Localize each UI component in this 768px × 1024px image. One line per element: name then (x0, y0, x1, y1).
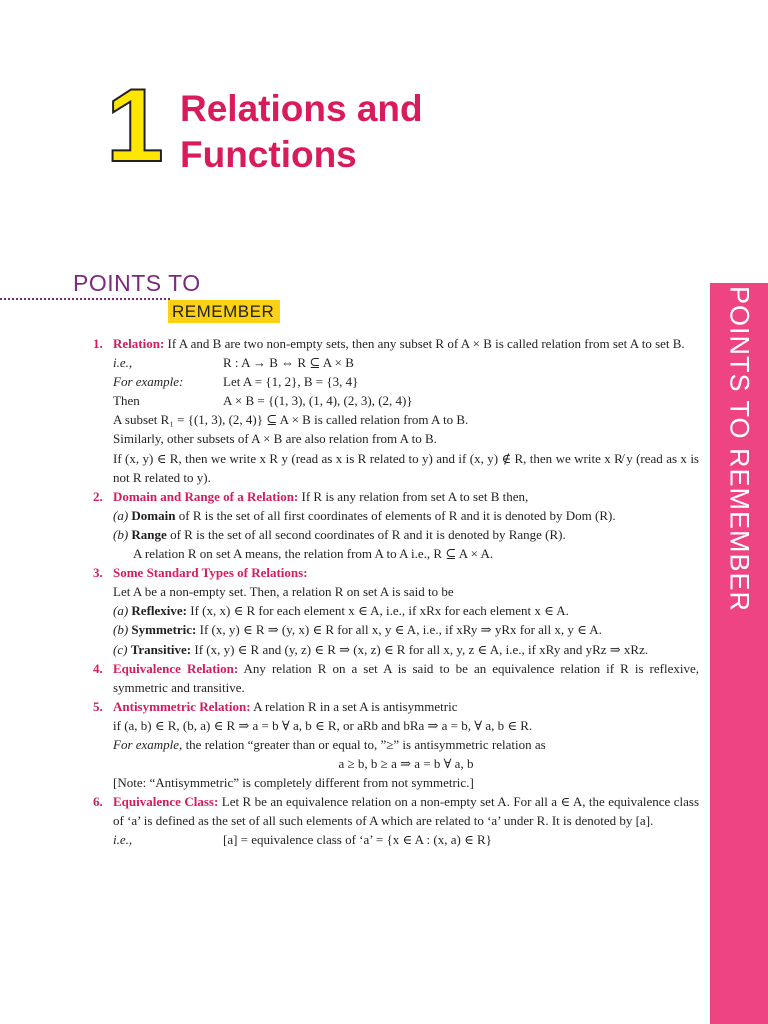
antisymmetric-formula: a ≥ b, b ≥ a ⇒ a = b ∀ a, b (338, 756, 474, 772)
point-4 (93, 659, 699, 697)
example-row (113, 372, 699, 391)
section-heading-line1: POINTS TO (73, 270, 201, 296)
section-heading-divider (0, 298, 170, 300)
sub-label: (a) (113, 603, 129, 619)
ie-label: i.e., (113, 832, 133, 848)
ie-value: [a] = equivalence class of ‘a’ = {x ∈ A : (x, a) ∈ R} (223, 832, 492, 848)
point-heading: Equivalence Relation: (113, 660, 239, 676)
ie-label: i.e., (113, 355, 133, 371)
point-2-intro (113, 487, 699, 506)
point-number: 2. (93, 488, 103, 504)
point-1-intro (113, 334, 699, 353)
point-heading: Some Standard Types of Relations: (113, 565, 308, 581)
point-5 (93, 697, 699, 792)
types-intro: Let A be a non-empty set. Then, a relation R on set A is said to be (113, 584, 454, 600)
term: Reflexive: (131, 603, 188, 619)
definition: If (x, x) ∈ R for each element x ∈ A, i.e., if xRx for each element x ∈ A. (190, 603, 569, 619)
point-4-text (113, 659, 699, 697)
ie-value: R : A → B ⇔ R ⊆ A × B (223, 355, 354, 371)
definition: of R is the set of all second coordinates of R and it is denoted by Range (R). (170, 526, 566, 542)
point-6 (93, 792, 699, 849)
range-line (113, 525, 699, 544)
sub-label: (b) (113, 622, 129, 638)
point-number: 5. (93, 698, 103, 714)
definition: If (x, y) ∈ R and (y, z) ∈ R ⇒ (x, z) ∈ R for all x, y, z ∈ A, i.e., if xRy and yRz ⇒ xRz. (194, 641, 649, 657)
point-text: A relation R in a set A is antisymmetric (253, 698, 458, 714)
notation-line: If (x, y) ∈ R, then we write x R y (read as x is R related to y) and if (x, y) ∉ R, then we write x R̸ y (read as x is not R related to y). (113, 450, 699, 485)
term: Transitive: (130, 641, 192, 657)
antisymmetric-example (113, 735, 699, 754)
example-text: the relation “greater than or equal to, ”≥” is antisymmetric relation as (185, 736, 546, 752)
similar-line: Similarly, other subsets of A × B are also relation from A to B. (113, 431, 437, 447)
point-number: 3. (93, 565, 103, 581)
term: Symmetric: (131, 622, 197, 638)
ie-row (113, 830, 699, 849)
point-number: 4. (93, 660, 103, 676)
sub-label: (b) (113, 526, 129, 542)
symmetric-line (113, 620, 699, 639)
point-number: 1. (93, 336, 103, 351)
term: Domain (131, 507, 176, 523)
point-2 (93, 487, 699, 563)
transitive-line (113, 640, 699, 659)
definition: of R is the set of all first coordinates of elements of R and it is denoted by Dom (R). (178, 507, 616, 523)
chapter-title-line2: Functions (180, 134, 357, 175)
point-text: Let R be an equivalence relation on a non-empty set A. For all a ∈ A, the equivalence class of ‘a’ is defined as the set of all such elements of A which are related to ‘a’ under R. It is denoted by [a]. (113, 794, 700, 829)
point-text: Any relation R on a set A is said to be an equivalence relation if R is reflexive, symmetric and transitive. (113, 660, 699, 695)
point-number: 6. (93, 794, 103, 810)
point-6-text (113, 792, 699, 830)
example-value: Let A = {1, 2}, B = {3, 4} (223, 374, 359, 390)
sub-label: (a) (113, 507, 129, 523)
relation-on-set-line: A relation R on set A means, the relation from A to A i.e., R ⊆ A × A. (133, 546, 494, 562)
point-heading: Relation: (113, 336, 165, 351)
ie-row (113, 353, 699, 372)
point-heading: Equivalence Class: (113, 794, 219, 810)
point-5-intro (113, 697, 699, 716)
then-label: Then (113, 393, 140, 409)
subset-line: A subset R₁ = {(1, 3), (2, 4)} ⊆ A × B is called relation from A to B. (113, 412, 469, 428)
point-1 (93, 334, 699, 487)
chapter-title-line1: Relations and (180, 88, 423, 129)
points-list (93, 334, 699, 850)
antisymmetric-condition: if (a, b) ∈ R, (b, a) ∈ R ⇒ a = b ∀ a, b ∈ R, or aRb and bRa ⇒ a = b, ∀ a, b ∈ R. (113, 717, 533, 733)
section-heading-line2: REMEMBER (168, 300, 280, 323)
domain-line (113, 506, 699, 525)
point-3 (93, 563, 699, 658)
point-text: If A and B are two non-empty sets, then any subset R of A × B is called relation from set A to set B. (167, 336, 685, 351)
side-tab (710, 283, 768, 1024)
point-text: If R is any relation from set A to set B then, (301, 488, 529, 504)
point-heading: Antisymmetric Relation: (113, 698, 251, 714)
side-tab-label: POINTS TO REMEMBER (724, 286, 755, 613)
then-value: A × B = {(1, 3), (1, 4), (2, 3), (2, 4)} (223, 393, 413, 409)
note-line: [Note: “Antisymmetric” is completely different from not symmetric.] (113, 775, 474, 791)
reflexive-line (113, 601, 699, 620)
sub-label: (c) (113, 641, 128, 657)
chapter-title (180, 86, 423, 178)
definition: If (x, y) ∈ R ⇒ (y, x) ∈ R for all x, y ∈ A, i.e., if xRy ⇒ yRx for all x, y ∈ A. (199, 622, 602, 638)
term: Range (131, 526, 167, 542)
point-heading: Domain and Range of a Relation: (113, 488, 299, 504)
example-label: For example: (113, 374, 184, 390)
then-row (113, 391, 699, 410)
example-label: For example, (113, 736, 183, 752)
chapter-number: 1 (106, 68, 164, 184)
